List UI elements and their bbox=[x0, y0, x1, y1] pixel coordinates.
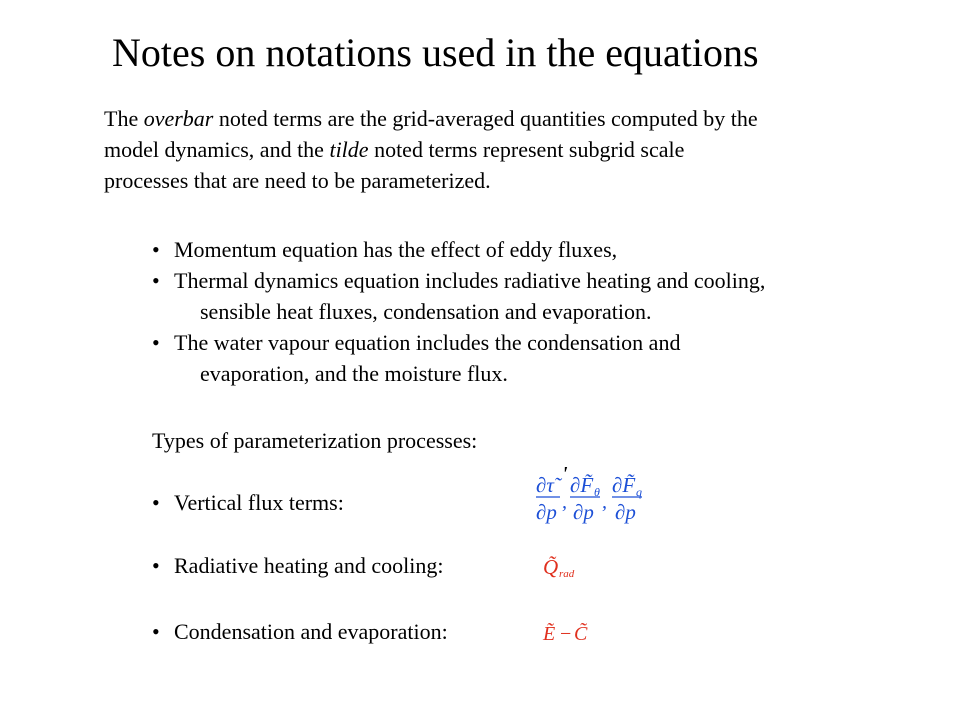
bullet-icon: • bbox=[152, 268, 160, 293]
param-radiative: • Radiative heating and cooling: bbox=[152, 550, 443, 581]
bullet-icon: • bbox=[152, 330, 160, 355]
denominator-dp: ∂p bbox=[536, 500, 557, 524]
apostrophe-mark: ' bbox=[562, 466, 568, 485]
numerator-F-q: ∂F̃ bbox=[612, 473, 636, 497]
param-vertical-flux: • Vertical flux terms: bbox=[152, 487, 344, 518]
tilde-term: tilde bbox=[329, 137, 369, 162]
bullet-icon: • bbox=[152, 237, 160, 262]
subscript-q: q bbox=[636, 485, 642, 499]
minus-sign: − bbox=[560, 623, 572, 645]
numerator-F-theta: ∂F̃ bbox=[570, 473, 594, 497]
denominator-dp: ∂p bbox=[573, 500, 594, 524]
condensation-equation bbox=[541, 616, 611, 650]
list-item: • The water vapour equation includes the condensation and bbox=[152, 327, 912, 358]
numerator-tau: ∂τ̃ bbox=[536, 473, 554, 497]
E-symbol: Ẽ bbox=[543, 623, 556, 645]
param-condensation: • Condensation and evaporation: bbox=[152, 616, 448, 647]
list-item-continuation: sensible heat fluxes, condensation and evaporation. bbox=[200, 299, 652, 324]
bullet-icon: • bbox=[152, 619, 160, 644]
types-heading: Types of parameterization processes: bbox=[152, 428, 478, 453]
list-item: • Momentum equation has the effect of eddy fluxes, bbox=[152, 234, 912, 265]
list-item: • Thermal dynamics equation includes radiative heating and cooling, bbox=[152, 265, 912, 296]
bullet-icon: • bbox=[152, 553, 160, 578]
list-item-continuation: evaporation, and the moisture flux. bbox=[200, 361, 508, 386]
subscript-rad: rad bbox=[559, 568, 575, 580]
subscript-theta: θ bbox=[594, 485, 600, 499]
C-symbol: C̃ bbox=[574, 623, 588, 645]
intro-paragraph: The overbar noted terms are the grid-averaged quantities computed by the model dynamics, and the tilde noted terms represent subgrid scale processes that are need to be parameterized. bbox=[104, 106, 758, 193]
radiative-equation bbox=[541, 550, 601, 584]
denominator-dp: ∂p bbox=[615, 500, 636, 524]
equation-notes-list bbox=[152, 234, 912, 389]
comma: , bbox=[562, 491, 567, 513]
Q-symbol: Q̃ bbox=[543, 555, 559, 579]
overbar-term: overbar bbox=[143, 106, 214, 131]
bullet-icon: • bbox=[152, 490, 160, 515]
vertical-flux-equation bbox=[528, 466, 648, 528]
comma: , bbox=[602, 491, 607, 513]
page-title: Notes on notations used in the equations bbox=[112, 30, 759, 75]
